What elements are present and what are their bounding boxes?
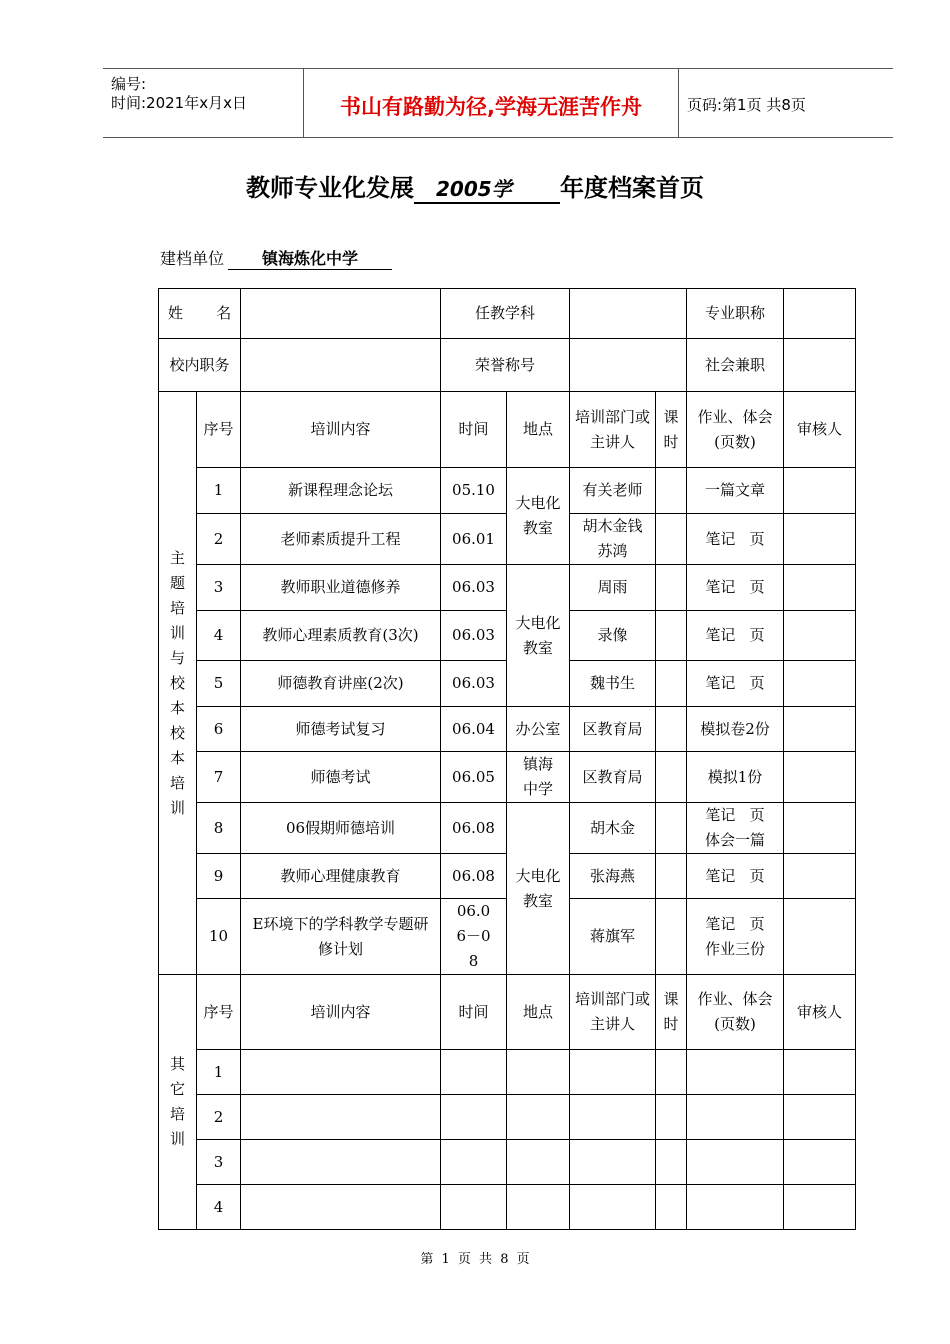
title-suffix: 年度档案首页 [560, 174, 704, 202]
position-value [241, 339, 441, 392]
header-no: 序号 [197, 975, 241, 1050]
row-reviewer [784, 752, 856, 803]
row-location [507, 752, 570, 803]
row-location-text: 镇海中学 [523, 755, 554, 798]
table-row [159, 1095, 856, 1140]
row-no: 6 [197, 707, 241, 752]
row-time: 05.10 [441, 468, 507, 514]
row-lecturer: 录像 [570, 611, 656, 661]
header-page-cell [678, 69, 893, 137]
row-time: 06.04 [441, 707, 507, 752]
row-content [241, 1050, 441, 1095]
row-no: 9 [197, 854, 241, 899]
header-reviewer: 审核人 [784, 392, 856, 468]
row-location [507, 565, 570, 707]
row-hours [656, 854, 687, 899]
row-content: 教师职业道德修养 [241, 565, 441, 611]
honor-label: 荣誉称号 [441, 339, 570, 392]
row-content [241, 1095, 441, 1140]
title-label: 专业职称 [687, 289, 784, 339]
row-reviewer [784, 1050, 856, 1095]
row-content-text: E环境下的学科教学专题研修计划 [252, 914, 429, 958]
row-lecturer: 张海燕 [570, 854, 656, 899]
row-hours [656, 899, 687, 975]
row-reviewer [784, 1140, 856, 1185]
table-row [159, 468, 856, 514]
row-reviewer [784, 803, 856, 854]
row-reviewer [784, 565, 856, 611]
row-reviewer [784, 1185, 856, 1230]
row-work [687, 1140, 784, 1185]
row-time: 06.03 [441, 565, 507, 611]
section1-header-row [159, 392, 856, 468]
archive-unit [160, 246, 392, 270]
row-hours [656, 1050, 687, 1095]
row-work: 一篇文章 [687, 468, 784, 514]
row-work: 笔记 页 [687, 611, 784, 661]
row-time [441, 1050, 507, 1095]
row-reviewer [784, 514, 856, 565]
row-hours [656, 611, 687, 661]
title-year: 2005学 [414, 176, 560, 204]
row-no: 10 [197, 899, 241, 975]
row-work [687, 899, 784, 975]
table-row [159, 803, 856, 854]
number-label: 编号: [111, 75, 147, 93]
row-work: 笔记 页 [687, 854, 784, 899]
unit-value: 镇海炼化中学 [228, 246, 392, 270]
honor-value [570, 339, 687, 392]
row-lecturer-text: 胡木金钱苏鸿 [582, 517, 643, 560]
row-content: 师德考试 [241, 752, 441, 803]
row-location [507, 1185, 570, 1230]
header-time: 时间 [441, 975, 507, 1050]
archive-table [158, 288, 856, 1230]
header-location: 地点 [507, 975, 570, 1050]
row-content: 老师素质提升工程 [241, 514, 441, 565]
row-work: 模拟1份 [687, 752, 784, 803]
row-hours [656, 468, 687, 514]
header-work: 作业、体会(页数) [687, 392, 784, 468]
row-hours [656, 707, 687, 752]
subject-value [570, 289, 687, 339]
section2-label [159, 975, 197, 1230]
time-label: 时间:2021年x月x日 [111, 94, 247, 112]
row-lecturer [570, 1050, 656, 1095]
row-no: 7 [197, 752, 241, 803]
row-time: 06.08 [441, 854, 507, 899]
row-lecturer [570, 1140, 656, 1185]
row-no: 5 [197, 661, 241, 707]
row-hours [656, 514, 687, 565]
row-work [687, 803, 784, 854]
page-footer: 第 1 页 共 8 页 [420, 1252, 530, 1267]
table-row [159, 707, 856, 752]
row-location [507, 1095, 570, 1140]
table-row [159, 1050, 856, 1095]
row-work [687, 1050, 784, 1095]
row-time [441, 1095, 507, 1140]
row-no: 3 [197, 1140, 241, 1185]
row-no: 1 [197, 1050, 241, 1095]
row-time [441, 1185, 507, 1230]
header-hours: 课时 [656, 975, 687, 1050]
row-lecturer [570, 514, 656, 565]
row-work: 笔记 页 [687, 514, 784, 565]
header-time: 时间 [441, 392, 507, 468]
subject-label: 任教学科 [441, 289, 570, 339]
info-row-1 [159, 289, 856, 339]
table-row [159, 752, 856, 803]
row-location [507, 1140, 570, 1185]
section2-label-text: 其它培训 [169, 1055, 185, 1148]
row-content [241, 1140, 441, 1185]
row-location-text: 大电化教室 [515, 866, 561, 910]
info-row-2 [159, 339, 856, 392]
row-work: 模拟卷2份 [687, 707, 784, 752]
row-time-text: 06.06－08 [456, 902, 491, 970]
section1-label-text: 主题培训与校本校本培训 [169, 548, 185, 817]
header-work: 作业、体会(页数) [687, 975, 784, 1050]
row-work-text: 笔记 页作业三份 [705, 914, 766, 958]
row-reviewer [784, 468, 856, 514]
row-no: 1 [197, 468, 241, 514]
row-content: 教师心理健康教育 [241, 854, 441, 899]
section2-header-row [159, 975, 856, 1050]
row-content [241, 1185, 441, 1230]
row-lecturer: 魏书生 [570, 661, 656, 707]
row-time: 06.08 [441, 803, 507, 854]
row-content [241, 611, 441, 661]
row-no: 4 [197, 1185, 241, 1230]
row-hours [656, 1185, 687, 1230]
row-time [441, 899, 507, 975]
row-location [507, 803, 570, 975]
row-no: 3 [197, 565, 241, 611]
row-reviewer [784, 611, 856, 661]
social-value [784, 339, 856, 392]
header-reviewer: 审核人 [784, 975, 856, 1050]
row-lecturer: 区教育局 [570, 707, 656, 752]
header-lecturer: 培训部门或主讲人 [570, 392, 656, 468]
row-no: 8 [197, 803, 241, 854]
page-title [0, 168, 950, 204]
table-row [159, 1140, 856, 1185]
row-lecturer: 有关老师 [570, 468, 656, 514]
row-time: 06.01 [441, 514, 507, 565]
row-hours [656, 661, 687, 707]
row-reviewer [784, 661, 856, 707]
row-lecturer: 蒋旗军 [570, 899, 656, 975]
row-content-text: 教师心理素质教育(3次) [262, 626, 419, 644]
row-lecturer: 周雨 [570, 565, 656, 611]
row-location: 办公室 [507, 707, 570, 752]
header-hours: 课时 [656, 392, 687, 468]
row-reviewer [784, 899, 856, 975]
row-work [687, 1185, 784, 1230]
page-header [103, 68, 893, 138]
row-time: 06.03 [441, 661, 507, 707]
row-hours [656, 1140, 687, 1185]
header-meta [103, 69, 303, 137]
row-location-text: 大电化教室 [515, 613, 561, 657]
row-reviewer [784, 707, 856, 752]
row-content: 师德考试复习 [241, 707, 441, 752]
row-time: 06.05 [441, 752, 507, 803]
row-hours [656, 1095, 687, 1140]
row-no: 2 [197, 1095, 241, 1140]
header-content: 培训内容 [241, 975, 441, 1050]
name-label: 姓 名 [159, 289, 241, 339]
row-time: 06.03 [441, 611, 507, 661]
header-lecturer: 培训部门或主讲人 [570, 975, 656, 1050]
page-info: 页码:第1页 共8页 [687, 96, 806, 114]
position-label: 校内职务 [159, 339, 241, 392]
row-lecturer [570, 1095, 656, 1140]
row-hours [656, 752, 687, 803]
row-lecturer [570, 1185, 656, 1230]
row-hours [656, 565, 687, 611]
row-content: 新课程理念论坛 [241, 468, 441, 514]
title-prefix: 教师专业化发展 [246, 174, 414, 202]
header-motto-cell [303, 69, 679, 137]
row-work-text: 笔记 页体会一篇 [705, 806, 766, 849]
row-work [687, 1095, 784, 1140]
row-content: 06假期师德培训 [241, 803, 441, 854]
header-no: 序号 [197, 392, 241, 468]
name-value [241, 289, 441, 339]
social-label: 社会兼职 [687, 339, 784, 392]
header-content: 培训内容 [241, 392, 441, 468]
row-content [241, 899, 441, 975]
row-work: 笔记 页 [687, 661, 784, 707]
row-reviewer [784, 854, 856, 899]
row-no: 4 [197, 611, 241, 661]
row-lecturer: 区教育局 [570, 752, 656, 803]
row-work: 笔记 页 [687, 565, 784, 611]
row-lecturer: 胡木金 [570, 803, 656, 854]
row-location: 大电化教室 [507, 468, 570, 565]
row-time [441, 1140, 507, 1185]
row-no: 2 [197, 514, 241, 565]
table-row [159, 1185, 856, 1230]
row-content: 师德教育讲座(2次) [241, 661, 441, 707]
table-row [159, 565, 856, 611]
header-location: 地点 [507, 392, 570, 468]
row-reviewer [784, 1095, 856, 1140]
unit-label: 建档单位 [160, 249, 225, 268]
row-hours [656, 803, 687, 854]
section1-label [159, 392, 197, 975]
title-value [784, 289, 856, 339]
row-location [507, 1050, 570, 1095]
motto: 书山有路勤为径,学海无涯苦作舟 [340, 95, 642, 119]
